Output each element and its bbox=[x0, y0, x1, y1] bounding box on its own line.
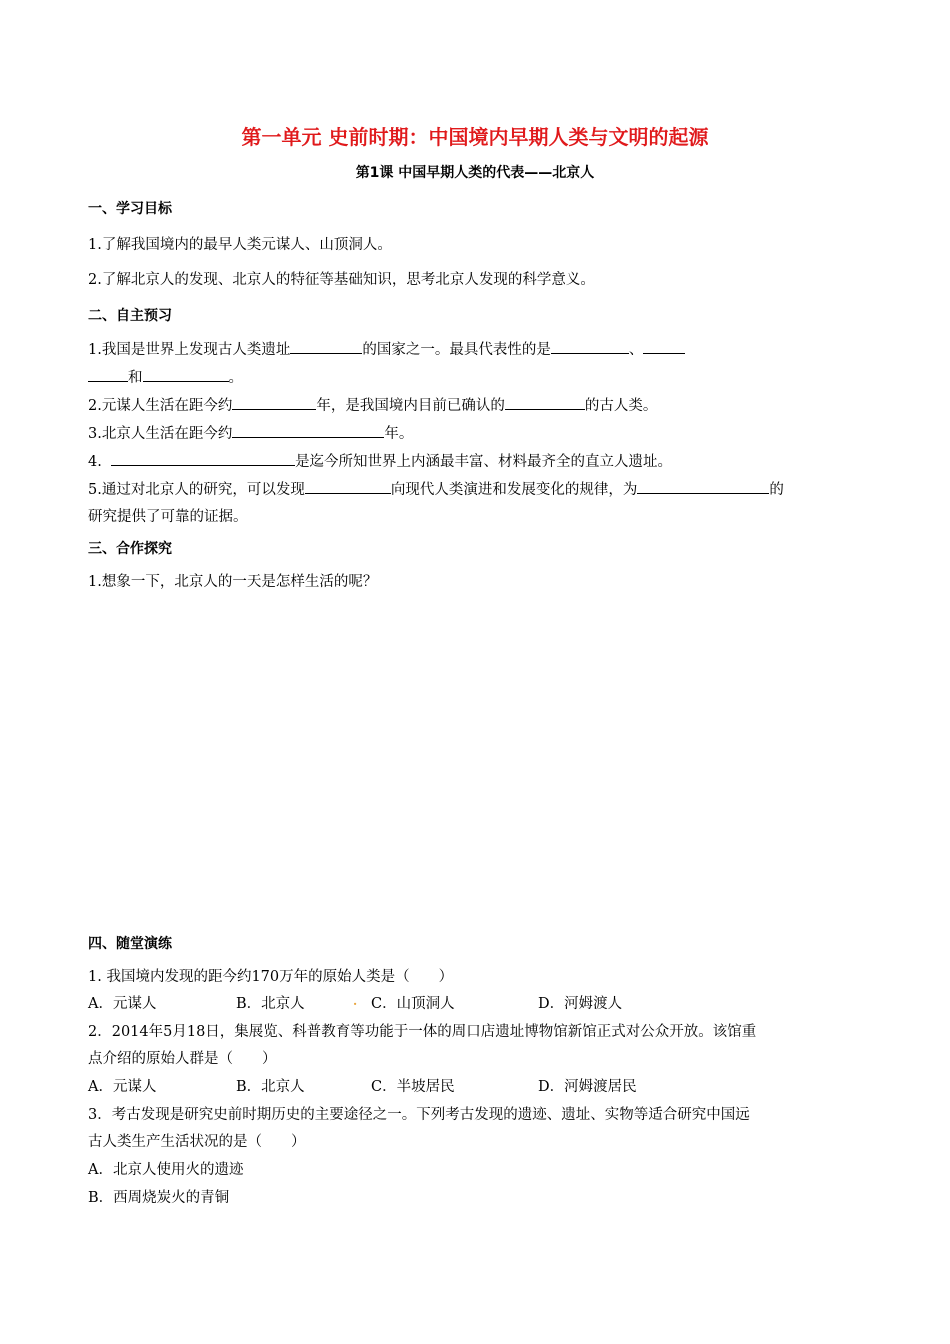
lesson-title: 第1课 中国早期人类的代表——北京人 bbox=[355, 165, 595, 181]
answer-blank[interactable] bbox=[111, 450, 295, 466]
preview-question-3 bbox=[88, 422, 413, 443]
answer-blank[interactable] bbox=[232, 422, 384, 438]
unit-title: 第一单元 史前时期：中国境内早期人类与文明的起源 bbox=[241, 125, 709, 149]
question-text: 2.元谋人生活在距今约 bbox=[88, 398, 233, 414]
answer-blank[interactable] bbox=[232, 394, 316, 410]
answer-blank[interactable] bbox=[143, 366, 229, 382]
option-d[interactable]: D．河姆渡居民 bbox=[538, 1079, 637, 1095]
answer-blank[interactable] bbox=[305, 478, 391, 494]
option-d[interactable]: D．河姆渡人 bbox=[538, 996, 623, 1012]
option-a[interactable]: A．元谋人 bbox=[88, 1079, 157, 1095]
practice-question-3-cont: 古人类生产生活状况的是（ ） bbox=[88, 1134, 306, 1150]
answer-blank[interactable] bbox=[637, 478, 769, 494]
section-heading-practice: 四、随堂演练 bbox=[88, 936, 172, 952]
question-text: 4. bbox=[88, 454, 102, 470]
option-a[interactable]: A．北京人使用火的遗迹 bbox=[88, 1162, 244, 1178]
answer-blank[interactable] bbox=[505, 394, 585, 410]
question-text: 、 bbox=[628, 342, 644, 358]
practice-question-2: 2．2014年5月18日，集展览、科普教育等功能于一体的周口店遗址博物馆新馆正式对公众开放。该馆重 bbox=[88, 1024, 757, 1040]
option-b[interactable]: B．北京人 bbox=[236, 996, 305, 1012]
option-a[interactable]: A．元谋人 bbox=[88, 996, 157, 1012]
section-heading-preview: 二、自主预习 bbox=[88, 308, 172, 324]
question-text: 年。 bbox=[384, 426, 414, 442]
answer-blank[interactable] bbox=[290, 338, 362, 354]
question-text: 3.北京人生活在距今约 bbox=[88, 426, 233, 442]
section-heading-explore: 三、合作探究 bbox=[88, 541, 172, 557]
preview-question-2 bbox=[88, 394, 657, 415]
goal-item: 1.了解我国境内的最早人类元谋人、山顶洞人。 bbox=[88, 237, 392, 253]
practice-question-2-cont: 点介绍的原始人群是（ ） bbox=[88, 1051, 277, 1067]
question-text: 是迄今所知世界上内涵最丰富、材料最齐全的直立人遗址。 bbox=[295, 454, 673, 470]
question-text: 年，是我国境内目前已确认的 bbox=[316, 398, 505, 414]
explore-question-1: 1.想象一下，北京人的一天是怎样生活的呢？ bbox=[88, 574, 378, 590]
preview-question-4 bbox=[88, 450, 672, 471]
question-text: 的国家之一。最具代表性的是 bbox=[362, 342, 551, 358]
answer-blank[interactable] bbox=[643, 338, 685, 354]
question-text: 和 bbox=[128, 370, 143, 386]
question-text: 1.我国是世界上发现古人类遗址 bbox=[88, 342, 291, 358]
practice-question-2-options bbox=[88, 1075, 688, 1095]
option-c[interactable]: C．半坡居民 bbox=[371, 1079, 455, 1095]
question-text: 。 bbox=[228, 370, 243, 386]
preview-question-1-cont bbox=[88, 366, 243, 387]
preview-question-5 bbox=[88, 478, 784, 499]
option-b[interactable]: B．北京人 bbox=[236, 1079, 305, 1095]
dot-mark: . bbox=[353, 994, 358, 1008]
practice-question-1-options bbox=[88, 992, 688, 1012]
preview-question-5-cont: 研究提供了可靠的证据。 bbox=[88, 509, 248, 525]
practice-question-3: 3．考古发现是研究史前时期历史的主要途径之一。下列考古发现的遗迹、遗址、实物等适合研究中国远 bbox=[88, 1107, 750, 1123]
answer-blank[interactable] bbox=[551, 338, 629, 354]
question-text: 向现代人类演进和发展变化的规律，为 bbox=[390, 482, 638, 498]
option-b[interactable]: B．西周烧炭火的青铜 bbox=[88, 1190, 230, 1206]
goal-item: 2.了解北京人的发现、北京人的特征等基础知识，思考北京人发现的科学意义。 bbox=[88, 272, 595, 288]
question-text: 的 bbox=[769, 482, 784, 498]
option-c[interactable]: C．山顶洞人 bbox=[371, 996, 455, 1012]
question-text: 的古人类。 bbox=[584, 398, 658, 414]
practice-question-1: 1. 我国境内发现的距今约170万年的原始人类是（ ） bbox=[88, 969, 454, 985]
preview-question-1 bbox=[88, 338, 685, 359]
answer-blank[interactable] bbox=[88, 366, 128, 382]
section-heading-goals: 一、学习目标 bbox=[88, 201, 172, 217]
question-text: 5.通过对北京人的研究，可以发现 bbox=[88, 482, 305, 498]
